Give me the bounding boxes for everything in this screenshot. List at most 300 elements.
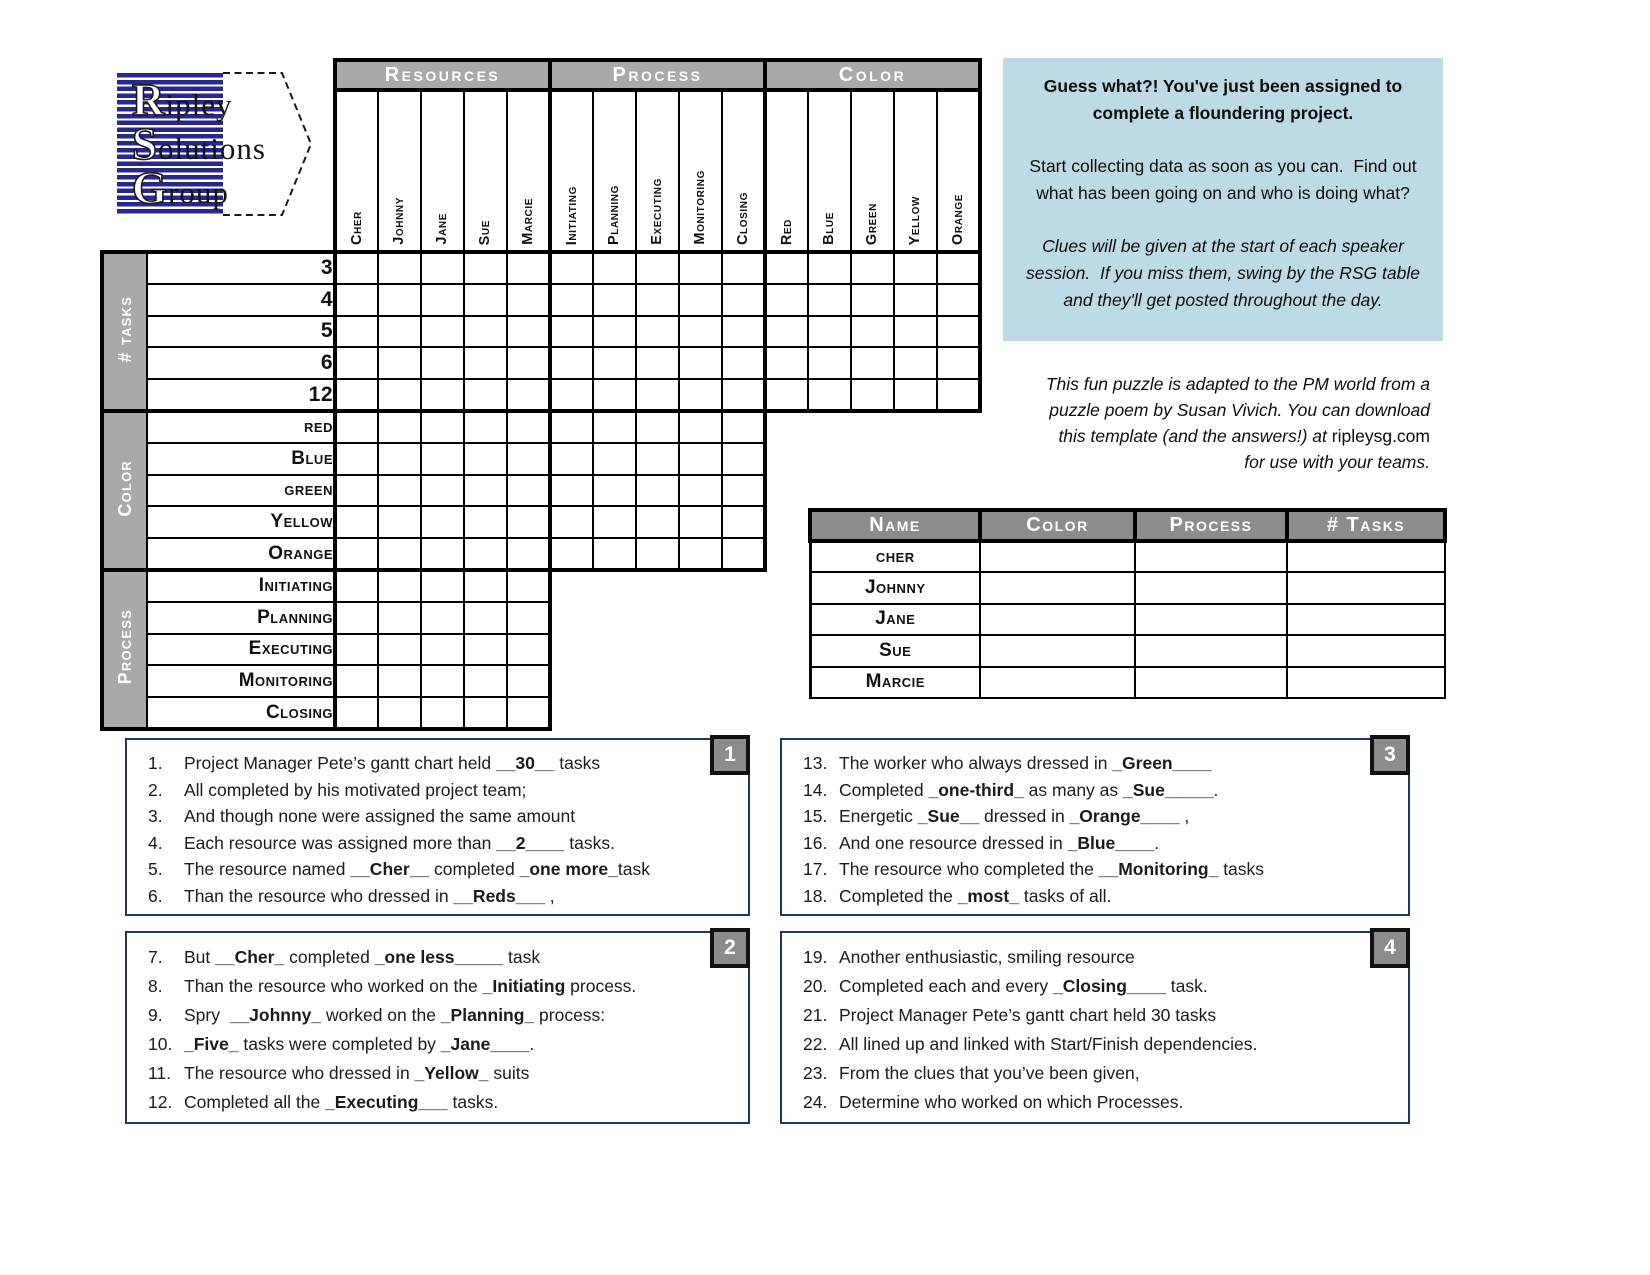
- grid-cell[interactable]: [550, 284, 593, 316]
- clue-text: Completed each and every _Closing____ task.: [839, 976, 1208, 996]
- grid-cell[interactable]: [507, 506, 550, 538]
- grid-cell[interactable]: [507, 697, 550, 729]
- grid-cell[interactable]: [593, 475, 636, 507]
- col-header-initiating: [550, 90, 593, 252]
- grid-cell[interactable]: [378, 570, 421, 602]
- grid-cell[interactable]: [507, 665, 550, 697]
- grid-void: [808, 411, 851, 443]
- clue-answer-fill: _Closing____: [1053, 976, 1166, 996]
- clue-box-1: [125, 738, 750, 916]
- grid-void: [679, 697, 722, 729]
- grid-cell[interactable]: [421, 443, 464, 475]
- clue-number: 18.: [803, 885, 828, 906]
- answer-col-header-name: Name: [810, 510, 980, 541]
- grid-cell[interactable]: [722, 347, 765, 379]
- grid-cell[interactable]: [636, 443, 679, 475]
- clue-line: [127, 856, 748, 883]
- grid-cell[interactable]: [550, 347, 593, 379]
- grid-cell[interactable]: [378, 538, 421, 570]
- grid-cell[interactable]: [507, 602, 550, 634]
- grid-void: [593, 665, 636, 697]
- grid-cell[interactable]: [937, 316, 980, 348]
- clue-text: Project Manager Pete’s gantt chart held __30__ tasks: [184, 753, 601, 773]
- clue-line: [127, 750, 748, 777]
- grid-cell[interactable]: [335, 443, 378, 475]
- grid-cell[interactable]: [421, 697, 464, 729]
- clue-line: [127, 1088, 748, 1117]
- clue-box-number-badge: 1: [710, 735, 750, 775]
- clue-line: [782, 1059, 1408, 1088]
- grid-cell[interactable]: [421, 506, 464, 538]
- clue-number: 7.: [148, 947, 163, 967]
- grid-cell[interactable]: [421, 379, 464, 411]
- clue-number: 15.: [803, 806, 828, 826]
- grid-cell[interactable]: [722, 475, 765, 507]
- grid-cell[interactable]: [464, 347, 507, 379]
- col-header-label: Cher: [348, 211, 365, 245]
- grid-cell[interactable]: [550, 252, 593, 284]
- grid-cell[interactable]: [378, 252, 421, 284]
- answer-col-header-tasks: # Tasks: [1287, 510, 1445, 541]
- grid-cell[interactable]: [507, 634, 550, 666]
- row-header-red: red: [147, 411, 335, 443]
- clue-box-3: [780, 738, 1410, 916]
- grid-void: [894, 697, 937, 729]
- grid-cell[interactable]: [765, 316, 808, 348]
- col-header-label: Closing: [734, 191, 751, 245]
- answer-cell[interactable]: [980, 541, 1135, 572]
- answer-cell[interactable]: [1135, 667, 1287, 698]
- grid-void: [765, 697, 808, 729]
- grid-void: [894, 411, 937, 443]
- grid-cell[interactable]: [937, 252, 980, 284]
- grid-cell[interactable]: [679, 316, 722, 348]
- grid-void: [937, 411, 980, 443]
- clue-line: [127, 777, 748, 804]
- grid-cell[interactable]: [335, 602, 378, 634]
- grid-cell[interactable]: [335, 252, 378, 284]
- row-header-monitoring: Monitoring: [147, 665, 335, 697]
- grid-void: [937, 697, 980, 729]
- grid-cell[interactable]: [636, 347, 679, 379]
- answer-cell[interactable]: [1287, 541, 1445, 572]
- answer-cell[interactable]: [1135, 635, 1287, 666]
- grid-cell[interactable]: [464, 506, 507, 538]
- grid-cell[interactable]: [464, 602, 507, 634]
- answer-name-sue: Sue: [810, 635, 980, 666]
- row-header-6: 6: [147, 347, 335, 379]
- grid-cell[interactable]: [335, 347, 378, 379]
- grid-cell[interactable]: [593, 443, 636, 475]
- clue-answer-fill: _Sue_____: [1123, 779, 1214, 800]
- grid-cell[interactable]: [722, 506, 765, 538]
- clue-number: 16.: [803, 832, 828, 853]
- grid-cell[interactable]: [335, 506, 378, 538]
- grid-cell[interactable]: [808, 252, 851, 284]
- grid-cell[interactable]: [335, 475, 378, 507]
- grid-void: [550, 697, 593, 729]
- col-header-label: Green: [864, 202, 881, 245]
- grid-cell[interactable]: [550, 316, 593, 348]
- grid-cell[interactable]: [378, 379, 421, 411]
- grid-cell[interactable]: [421, 284, 464, 316]
- row-group-bar-tasks: [102, 252, 147, 411]
- credit-line: [1005, 423, 1430, 449]
- grid-void: [722, 665, 765, 697]
- clue-number: 23.: [803, 1063, 828, 1083]
- grid-void: [765, 602, 808, 634]
- grid-cell[interactable]: [679, 284, 722, 316]
- clue-answer-fill: _Five_: [184, 1034, 239, 1054]
- grid-void: [722, 570, 765, 602]
- clue-text: Determine who worked on which Processes.: [839, 1092, 1184, 1112]
- grid-cell[interactable]: [636, 506, 679, 538]
- grid-cell[interactable]: [851, 379, 894, 411]
- grid-void: [636, 570, 679, 602]
- answer-cell[interactable]: [980, 572, 1135, 603]
- grid-cell[interactable]: [593, 316, 636, 348]
- logo-initial: S: [132, 119, 158, 169]
- answer-cell[interactable]: [980, 635, 1135, 666]
- grid-cell[interactable]: [507, 379, 550, 411]
- grid-void: [679, 602, 722, 634]
- grid-cell[interactable]: [378, 665, 421, 697]
- grid-cell[interactable]: [378, 316, 421, 348]
- grid-cell[interactable]: [894, 252, 937, 284]
- col-header-monitoring: [679, 90, 722, 252]
- grid-cell[interactable]: [378, 697, 421, 729]
- row-header-initiating: Initiating: [147, 570, 335, 602]
- grid-cell[interactable]: [636, 379, 679, 411]
- grid-cell[interactable]: [593, 284, 636, 316]
- clue-answer-fill: __Cher_: [215, 947, 285, 967]
- col-header-label: Red: [778, 218, 795, 245]
- grid-cell[interactable]: [507, 443, 550, 475]
- clue-text: Completed all the _Executing___ tasks.: [184, 1092, 499, 1112]
- clue-line: [127, 943, 748, 972]
- grid-cell[interactable]: [464, 697, 507, 729]
- grid-cell[interactable]: [636, 284, 679, 316]
- grid-void: [636, 665, 679, 697]
- clue-number: 24.: [803, 1092, 828, 1112]
- info-note: Clues will be given at the start of each speaker session. If you miss them, swing by the RSG table and they'll get posted throughout the day.: [1026, 236, 1425, 310]
- clue-answer-fill: _one less_____: [374, 947, 504, 967]
- answer-cell[interactable]: [1135, 604, 1287, 635]
- answer-cell[interactable]: [1287, 572, 1445, 603]
- grid-cell[interactable]: [378, 443, 421, 475]
- clue-line: [782, 972, 1408, 1001]
- col-header-label: Jane: [434, 213, 451, 245]
- grid-cell[interactable]: [593, 347, 636, 379]
- grid-cell[interactable]: [679, 252, 722, 284]
- grid-cell[interactable]: [335, 538, 378, 570]
- grid-cell[interactable]: [335, 316, 378, 348]
- row-header-12: 12: [147, 379, 335, 411]
- grid-cell[interactable]: [808, 316, 851, 348]
- grid-cell[interactable]: [550, 475, 593, 507]
- clue-answer-fill: _Planning_: [440, 1005, 535, 1025]
- grid-void: [722, 602, 765, 634]
- grid-cell[interactable]: [421, 570, 464, 602]
- grid-cell[interactable]: [464, 538, 507, 570]
- grid-cell[interactable]: [851, 347, 894, 379]
- row-group-label: # tasks: [115, 295, 135, 363]
- grid-cell[interactable]: [421, 475, 464, 507]
- grid-cell[interactable]: [507, 252, 550, 284]
- grid-cell[interactable]: [851, 316, 894, 348]
- grid-cell[interactable]: [335, 697, 378, 729]
- clue-number: 9.: [148, 1005, 163, 1025]
- grid-void: [808, 443, 851, 475]
- clue-number: 13.: [803, 753, 828, 773]
- grid-void: [679, 570, 722, 602]
- answer-cell[interactable]: [1287, 635, 1445, 666]
- grid-cell[interactable]: [808, 379, 851, 411]
- clue-line: [782, 1030, 1408, 1059]
- grid-cell[interactable]: [550, 443, 593, 475]
- grid-cell[interactable]: [722, 379, 765, 411]
- col-header-label: Sue: [477, 219, 494, 245]
- grid-cell[interactable]: [335, 379, 378, 411]
- grid-cell[interactable]: [894, 316, 937, 348]
- grid-cell[interactable]: [464, 570, 507, 602]
- col-header-label: Planning: [606, 184, 623, 245]
- grid-cell[interactable]: [679, 475, 722, 507]
- clue-answer-fill: _Orange____: [1069, 806, 1180, 826]
- clue-answer-fill: __2____: [496, 832, 565, 853]
- grid-cell[interactable]: [421, 316, 464, 348]
- answer-cell[interactable]: [980, 667, 1135, 698]
- answer-cell[interactable]: [1135, 572, 1287, 603]
- grid-cell[interactable]: [593, 538, 636, 570]
- grid-cell[interactable]: [464, 316, 507, 348]
- grid-cell[interactable]: [421, 602, 464, 634]
- grid-cell[interactable]: [507, 538, 550, 570]
- clue-number: 20.: [803, 976, 828, 996]
- row-header-green: green: [147, 475, 335, 507]
- grid-cell[interactable]: [894, 347, 937, 379]
- grid-cell[interactable]: [722, 316, 765, 348]
- grid-cell[interactable]: [636, 316, 679, 348]
- grid-cell[interactable]: [593, 411, 636, 443]
- clue-answer-fill: _most_: [957, 885, 1019, 906]
- grid-cell[interactable]: [550, 506, 593, 538]
- grid-cell[interactable]: [507, 570, 550, 602]
- grid-cell[interactable]: [378, 411, 421, 443]
- grid-cell[interactable]: [679, 443, 722, 475]
- answer-cell[interactable]: [980, 604, 1135, 635]
- grid-cell[interactable]: [421, 347, 464, 379]
- col-header-marcie: [507, 90, 550, 252]
- col-group-header-resources: Resources: [335, 60, 550, 90]
- grid-void: [765, 411, 808, 443]
- grid-cell[interactable]: [550, 379, 593, 411]
- grid-cell[interactable]: [937, 379, 980, 411]
- grid-void: [593, 697, 636, 729]
- grid-cell[interactable]: [464, 411, 507, 443]
- col-header-yellow: [894, 90, 937, 252]
- grid-void: [851, 475, 894, 507]
- col-header-label: Orange: [949, 194, 966, 245]
- grid-void: [550, 634, 593, 666]
- grid-header-row: [102, 60, 980, 90]
- grid-void: [765, 538, 808, 570]
- grid-cell[interactable]: [335, 284, 378, 316]
- clue-answer-fill: _one more_: [519, 859, 618, 879]
- grid-cell[interactable]: [550, 411, 593, 443]
- grid-cell[interactable]: [421, 538, 464, 570]
- grid-cell[interactable]: [722, 411, 765, 443]
- col-header-cher: [335, 90, 378, 252]
- col-header-johnny: [378, 90, 421, 252]
- grid-void: [765, 475, 808, 507]
- grid-cell[interactable]: [378, 634, 421, 666]
- info-body: Start collecting data as soon as you can. Find out what has been going on and who is doing what?: [1029, 156, 1422, 203]
- row-header-executing: Executing: [147, 634, 335, 666]
- clue-box-number-badge: 4: [1370, 928, 1410, 968]
- clue-line: [127, 972, 748, 1001]
- grid-cell[interactable]: [464, 252, 507, 284]
- clue-line: [127, 883, 748, 910]
- grid-cell[interactable]: [507, 411, 550, 443]
- grid-cell[interactable]: [378, 284, 421, 316]
- answer-name-cher: cher: [810, 541, 980, 572]
- grid-cell[interactable]: [464, 634, 507, 666]
- col-group-header-color: Color: [765, 60, 980, 90]
- grid-colname-row: [102, 90, 980, 252]
- answer-row: [810, 604, 1445, 635]
- grid-cell[interactable]: [593, 252, 636, 284]
- grid-cell[interactable]: [464, 443, 507, 475]
- grid-cell[interactable]: [335, 570, 378, 602]
- grid-cell[interactable]: [722, 252, 765, 284]
- answer-cell[interactable]: [1135, 541, 1287, 572]
- grid-cell[interactable]: [550, 538, 593, 570]
- clue-answer-fill: __Cher__: [350, 859, 430, 879]
- grid-cell[interactable]: [335, 411, 378, 443]
- grid-cell[interactable]: [464, 665, 507, 697]
- grid-cell[interactable]: [636, 252, 679, 284]
- grid-cell[interactable]: [507, 284, 550, 316]
- grid-cell[interactable]: [679, 538, 722, 570]
- grid-void: [593, 602, 636, 634]
- grid-cell[interactable]: [464, 284, 507, 316]
- clue-text: The worker who always dressed in _Green____: [839, 753, 1212, 773]
- grid-void: [894, 443, 937, 475]
- grid-cell[interactable]: [851, 284, 894, 316]
- grid-cell[interactable]: [378, 347, 421, 379]
- grid-cell[interactable]: [593, 379, 636, 411]
- grid-cell[interactable]: [421, 665, 464, 697]
- grid-cell[interactable]: [765, 284, 808, 316]
- col-header-blue: [808, 90, 851, 252]
- grid-cell[interactable]: [507, 347, 550, 379]
- clue-line: [127, 830, 748, 857]
- grid-cell[interactable]: [851, 252, 894, 284]
- col-header-red: [765, 90, 808, 252]
- clue-line: [127, 803, 748, 830]
- col-header-sue: [464, 90, 507, 252]
- grid-cell[interactable]: [593, 506, 636, 538]
- grid-cell[interactable]: [636, 538, 679, 570]
- answer-cell[interactable]: [1287, 604, 1445, 635]
- grid-cell[interactable]: [937, 347, 980, 379]
- grid-cell[interactable]: [937, 284, 980, 316]
- grid-cell[interactable]: [765, 379, 808, 411]
- grid-cell[interactable]: [421, 252, 464, 284]
- grid-cell[interactable]: [464, 475, 507, 507]
- clue-line: [782, 803, 1408, 830]
- grid-cell[interactable]: [808, 284, 851, 316]
- grid-cell[interactable]: [378, 475, 421, 507]
- grid-cell[interactable]: [765, 347, 808, 379]
- grid-void: [765, 506, 808, 538]
- grid-cell[interactable]: [765, 252, 808, 284]
- grid-cell[interactable]: [378, 506, 421, 538]
- grid-cell[interactable]: [421, 411, 464, 443]
- grid-cell[interactable]: [722, 284, 765, 316]
- clue-number: 5.: [148, 859, 163, 879]
- grid-row: [102, 379, 980, 411]
- grid-cell[interactable]: [335, 634, 378, 666]
- grid-cell[interactable]: [679, 379, 722, 411]
- grid-cell[interactable]: [335, 665, 378, 697]
- grid-cell[interactable]: [722, 538, 765, 570]
- col-header-label: Blue: [821, 212, 838, 245]
- grid-cell[interactable]: [507, 316, 550, 348]
- col-header-label: Johnny: [391, 197, 408, 245]
- grid-cell[interactable]: [679, 411, 722, 443]
- col-header-label: Yellow: [907, 195, 924, 245]
- grid-cell[interactable]: [894, 284, 937, 316]
- logo-word: ipley: [165, 87, 233, 122]
- grid-row: [102, 443, 980, 475]
- clue-answer-fill: __Monitoring_: [1098, 859, 1219, 879]
- clue-text: And one resource dressed in _Blue____.: [839, 832, 1160, 853]
- grid-cell[interactable]: [679, 347, 722, 379]
- grid-cell[interactable]: [722, 443, 765, 475]
- grid-cell[interactable]: [507, 475, 550, 507]
- clue-text: From the clues that you’ve been given,: [839, 1063, 1140, 1083]
- grid-cell[interactable]: [679, 506, 722, 538]
- answer-row: [810, 667, 1445, 698]
- grid-void: [550, 602, 593, 634]
- clue-number: 12.: [148, 1092, 173, 1112]
- row-header-orange: Orange: [147, 538, 335, 570]
- clue-line: [782, 1001, 1408, 1030]
- col-header-label: Monitoring: [692, 170, 709, 245]
- clue-text: Energetic _Sue__ dressed in _Orange____ ,: [839, 806, 1190, 826]
- clue-answer-fill: _Executing___: [325, 1092, 448, 1112]
- logo-word: roup: [168, 175, 229, 210]
- clue-text: And though none were assigned the same amount: [184, 806, 576, 826]
- clue-text: The resource who completed the __Monitoring_ tasks: [839, 859, 1265, 879]
- grid-cell[interactable]: [464, 379, 507, 411]
- grid-cell[interactable]: [894, 379, 937, 411]
- grid-cell[interactable]: [636, 475, 679, 507]
- grid-cell[interactable]: [636, 411, 679, 443]
- grid-cell[interactable]: [808, 347, 851, 379]
- grid-cell[interactable]: [421, 634, 464, 666]
- grid-cell[interactable]: [378, 602, 421, 634]
- clue-number: 17.: [803, 859, 828, 879]
- row-group-bar-process: [102, 570, 147, 729]
- col-header-label: Initiating: [563, 185, 580, 245]
- clue-answer-fill: _Sue__: [917, 806, 980, 826]
- answer-cell[interactable]: [1287, 667, 1445, 698]
- logo-word: olutions: [158, 131, 266, 166]
- clue-box-number-badge: 2: [710, 928, 750, 968]
